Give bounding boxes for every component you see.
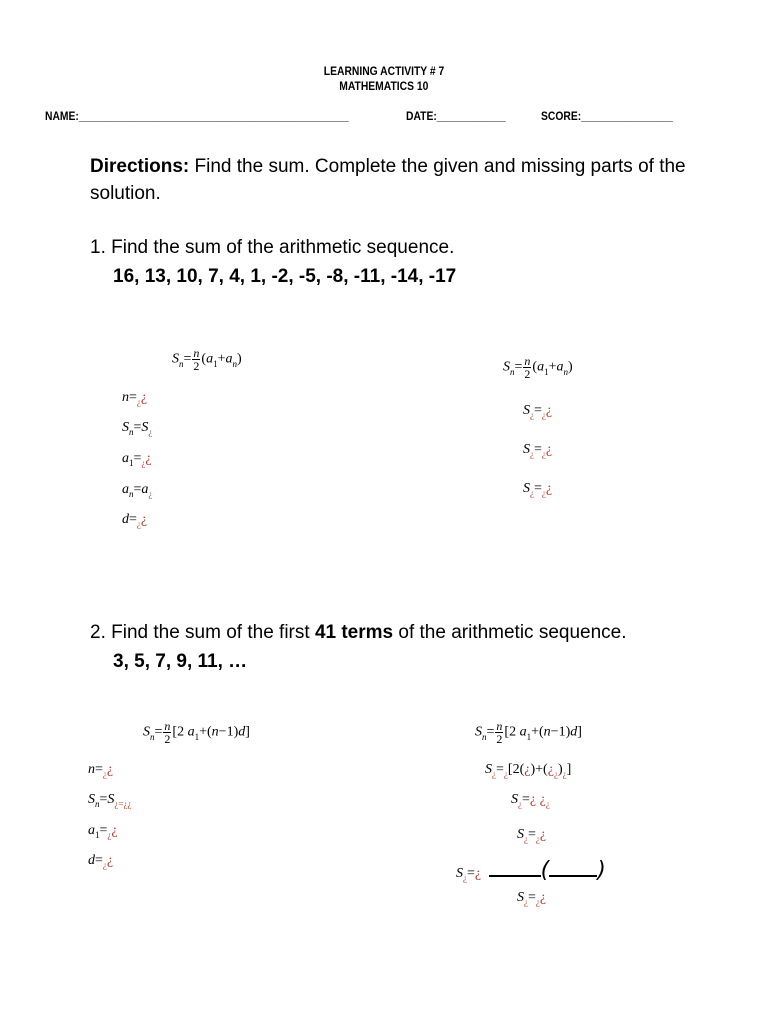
q1-sequence: 16, 13, 10, 7, 4, 1, -2, -5, -8, -11, -14, -17 (113, 266, 457, 287)
q1-prompt: 1. Find the sum of the arithmetic sequence. (90, 237, 455, 258)
q2-term-count: 41 terms (314, 622, 394, 643)
q1-sum-formula-right: $S_n=$ $\frac{n}{2}$ $(a_1+a_n)$ (503, 354, 573, 381)
q2-solution-step-1[interactable]: $S_¿=_¿[2(¿)+(¿_¿)_¿]$ (485, 762, 572, 779)
directions-label: Directions: (90, 156, 190, 177)
q2-sum-formula-left: $S_n=$ $\frac{n}{2}$ [2 $a_1+(n-1)d$] (143, 719, 250, 746)
q2-n-given[interactable]: $n=_¿¿$ (88, 762, 114, 779)
q1-n-given[interactable]: $n=_¿¿$ (122, 390, 148, 407)
q2-a1-given[interactable]: $a_1=_¿¿$ (88, 823, 118, 840)
q1-solution-step-1[interactable]: $S_¿=_¿¿$ (523, 403, 553, 420)
directions-text: Find the sum. Complete the given and missing parts of the (189, 156, 686, 177)
q2-solution-step-2[interactable]: $S_¿=¿$ ¿$_¿$ (511, 792, 550, 809)
q1-sum-formula-left: $S_n=$ $\frac{n}{2}$ $(a_1+a_n)$ (172, 346, 242, 373)
q1-sn-given[interactable]: $S_n=S_¿$ (122, 420, 153, 437)
q1-d-given[interactable]: $d=_¿¿$ (122, 512, 148, 529)
q1-solution-step-3[interactable]: $S_¿=_¿¿$ (523, 481, 553, 498)
date-field[interactable]: DATE:____________ (406, 109, 506, 123)
activity-title: LEARNING ACTIVITY # 7 (323, 64, 445, 78)
q2-solution-step-5[interactable]: $S_¿=_¿¿$ (517, 890, 547, 907)
q2-solution-step-3[interactable]: $S_¿=_¿¿$ (517, 827, 547, 844)
q2-blank-1[interactable] (489, 861, 541, 877)
q2-d-given[interactable]: $d=_¿¿$ (88, 853, 114, 870)
q1-a1-given[interactable]: $a_1=_¿¿$ (122, 451, 152, 468)
q1-solution-step-2[interactable]: $S_¿=_¿¿$ (523, 442, 553, 459)
directions-text-continued: solution. (90, 183, 161, 204)
directions (90, 156, 686, 178)
q2-sum-formula-right: $S_n=$ $\frac{n}{2}$ [2 $a_1+(n-1)d$] (475, 719, 582, 746)
q2-solution-step-4[interactable]: $S_¿=¿$ ( ) (456, 858, 606, 883)
name-field[interactable]: NAME:_______________________________________________ (45, 109, 349, 123)
q2-sn-given[interactable]: $S_n=S_{¿=¿¿}$ (88, 792, 132, 809)
score-field[interactable]: SCORE:________________ (541, 109, 673, 123)
q2-prompt: 2. Find the sum of the first 41 terms of the arithmetic sequence. (90, 622, 627, 643)
q1-an-given[interactable]: $a_n=a_¿$ (122, 482, 153, 499)
q2-blank-2[interactable] (549, 861, 597, 877)
q2-sequence: 3, 5, 7, 9, 11, … (113, 651, 248, 672)
subject-title: MATHEMATICS 10 (339, 79, 429, 93)
